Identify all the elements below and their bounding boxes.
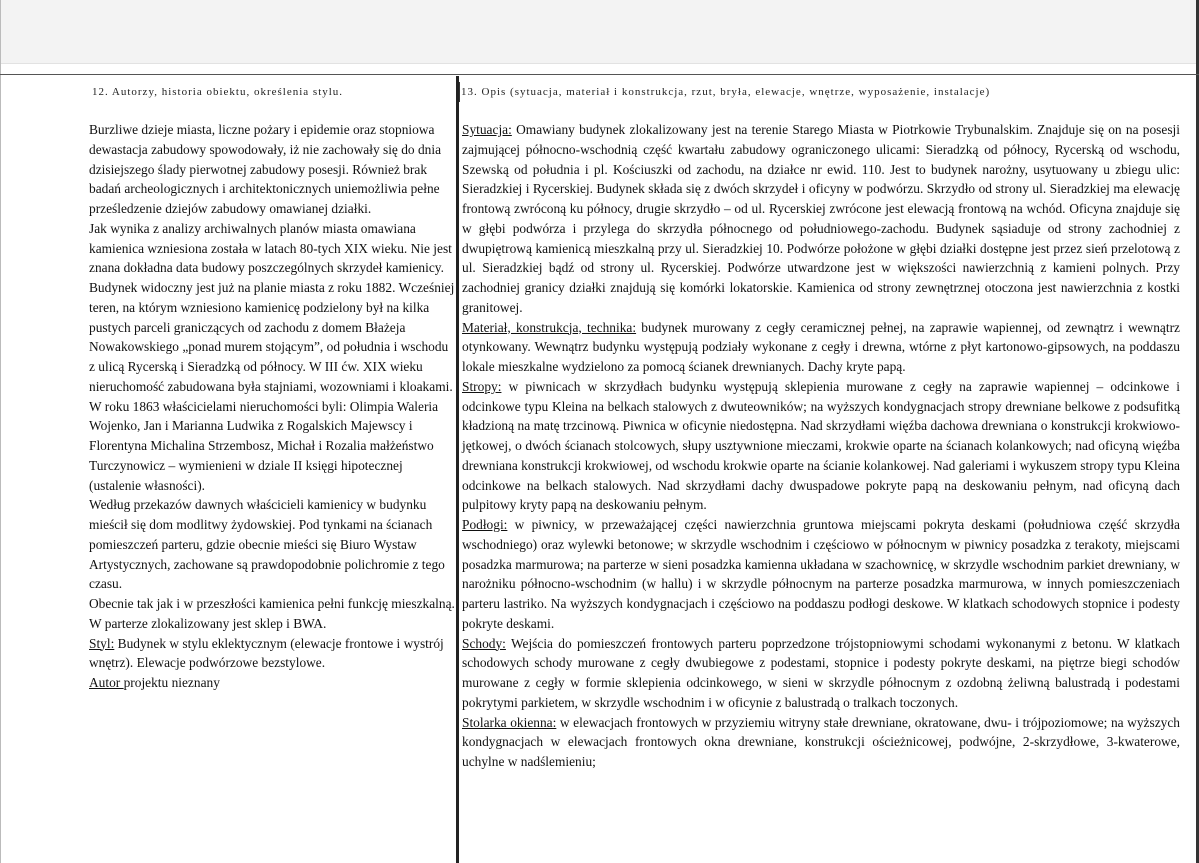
column-divider (456, 76, 459, 863)
podlogi-paragraph (462, 515, 1180, 634)
history-column (89, 120, 455, 693)
history-paragraph-4: Obecnie tak jak i w przeszłości kamienica pełni funkcję mieszkalną. W parterze zlokalizowany jest sklep i BWA. (89, 596, 455, 631)
podlogi-label: Podłogi: (462, 517, 508, 532)
history-paragraph-3: Według przekazów dawnych właścicieli kamienicy w budynku mieścił się dom modlitwy żydowskiej. Pod tynkami na ścianach pomieszczeń parteru, gdzie obecnie mieści się Biuro Wystaw Artystycznych, zachowane są prawdopodobnie polichromie z tego czasu. (89, 497, 445, 592)
history-paragraph-2: Jak wynika z analizy archiwalnych planów miasta omawiana kamienica wzniesiona została w latach 80-tych XIX wieku. Nie jest znana dokładna data budowy poszczególnych skrzydeł kamienicy. Budynek widoczny jest już na planie miasta z roku 1882. Wcześniej teren, na którym wzniesiono kamienicę podzielony był na kilka pustych parceli graniczących od zachodu z domem Błażeja Nowakowskiego „ponad murem stojącym”, od południa i wschodu z ulicą Rycerską i Sieradzką od północy. W III ćw. XIX wieku nieruchomość zabudowana była stajniami, wozowniami i kloakami. W roku 1863 właścicielami nieruchomości byli: Olimpia Waleria Wojenko, Jan i Marianna Ludwika z Rogalskich Majewscy i Florentyna Michalina Strzembosz, Michał i Rozalia małżeństwo Turczynowicz – wymienieni w dziale II księgi hipotecznej (ustalenie własności). (89, 220, 455, 493)
style-label: Styl: (89, 635, 115, 651)
schody-label: Schody: (462, 635, 506, 651)
material-label: Materiał, konstrukcja, technika: (462, 319, 637, 335)
sytuacja-text: Omawiany budynek zlokalizowany jest na terenie Starego Miasta w Piotrkowie Trybunalskim. Znajduje się on na posesji zajmującej północno-wschodnią część kwartału zabudowy ograniczonego ulicami: Sieradzką od północy, Rycerską od wschodu, Szewską od południa i pl. Kościuszki od zachodu, na działce nr ewid. 110. Jest to budynek narożny, usytuowany u zbiegu ulic: Sieradzkiej i Rycerskiej. Budynek składa się z dwóch skrzydeł i oficyny w podwórzu. Skrzydło od strony ul. Sieradzkiej ma elewację frontową zwróconą ku północy, drugie skrzydło – od ul. Rycerskiej zwrócone jest elewacją frontową na wchód. Oficyna znajduje się w głębi podwórza i przylega do skrzydła północnego od południowego-zachodu. Budynek sąsiaduje od strony zachodniej z dwupiętrową kamienicą mieszkalną przy ul. Sieradzkiej 10. Podwórze położone w głębi działki dostępne jest przez sień przelotową z ul. Sieradzkiej bądź od strony ul. Rycerskiej. Podwórze utwardzone jest w większości nawierzchnią z kamieni polnych. Przy zachodniej granicy działki znajdują się komórki lokatorskie. Kamienica od strony zewnętrznej otoczona jest nawierzchnia z kostki granitowej. (462, 122, 1180, 315)
schody-text: Wejścia do pomieszczeń frontowych parteru poprzedzone trójstopniowymi schodami wykonanymi z betonu. W klatkach schodowych schody murowane z cegły dwubiegowe z podestami, stopnice i podesty pokryte deskami, na piętrze biegi schodów murowane z cegły w formie sklepienia odcinkowego, w sieni w skrzydle północnym z ozdobną żeliwną balustradą i podestami pokrytymi parkietem, w skrzydle wschodnim i w oficynie z balustradą o tralkach toczonych. (462, 635, 1180, 710)
author-text: projektu nieznany (123, 675, 220, 690)
header-rule (0, 74, 1199, 75)
podlogi-text: w piwnicy, w przeważającej części nawierzchnia gruntowa miejscami pokryta deskami (południowa część skrzydła wschodniego) oraz wylewki betonowe; w skrzydle wschodnim i częściowo w północnym w piwnicy posadzka z terakoty, miejscami posadzka marmurowa; na parterze w sieni posadzka kamienna układana w szachownicę, w skrzydle wschodnim parkiet drewniany, w narożniku północno-wschodnim (w hallu) i w skrzydle północnym na parterze posadzka marmurowa, w innych pomieszczeniach parteru lastriko. Na wyższych kondygnacjach i częściowo na poddaszu podłogi deskowe. W klatkach schodowych stopnice i podesty pokryte deskami. (462, 517, 1180, 631)
sytuacja-paragraph (462, 120, 1180, 318)
section-12-heading: 12. Autorzy, historia obiektu, określenia stylu. (92, 86, 344, 98)
author-paragraph (89, 673, 455, 693)
history-paragraph-1: Burzliwe dzieje miasta, liczne pożary i epidemie oraz stopniowa dewastacja zabudowy spowodowały, iż nie zachowały się do dnia dzisiejszego ślady pierwotnej zabudowy posesji. Również brak badań archeologicznych i architektonicznych uniemożliwia pełne prześledzenie dziejów zabudowy omawianej działki. (89, 122, 442, 216)
section-13-heading: 13. Opis (sytuacja, materiał i konstrukcja, rzut, bryła, elewacje, wnętrze, wyposażenie, instalacje) (461, 86, 991, 98)
page-edge-left (0, 0, 1, 863)
schody-paragraph (462, 634, 1180, 713)
stolarka-label: Stolarka okienna: (462, 714, 557, 730)
stropy-paragraph (462, 377, 1180, 515)
stropy-text: w piwnicach w skrzydłach budynku występują sklepienia murowane z cegły na zaprawie wapiennej – odcinkowe i odcinkowe typu Kleina na belkach stalowych z dwuteowników; na wyższych kondygnacjach stropy drewniane belkowe z podsufitką kładzioną na matę trzcinową. Piwnica w oficynie niedostępna. Nad skrzydłami więźba dachowa drewniana o konstrukcji krokwiowo-jętkowej, o dwóch ścianach stolcowych, słupy usztywnione mieczami, krokwie oparte na ścianach kolankowych; nad oficyną więźba drewniana konstrukcji krokwiowej, od wschodu krokwie oparte na ścianie kolankowej. Nad galeriami i wykuszem stropy typu Kleina odcinkowe na belkach stalowych. Nad skrzydłami dachy dwuspadowe pokryte papą na deskowaniu pełnym, nad oficyną dach pulpitowy kryty papą na deskowaniu pełnym. (462, 378, 1180, 513)
sytuacja-label: Sytuacja: (462, 122, 512, 137)
style-paragraph (89, 634, 455, 674)
stolarka-paragraph (462, 713, 1180, 772)
scanner-margin (0, 0, 1199, 64)
author-label: Autor (89, 675, 124, 690)
stolarka-text: w elewacjach frontowych w przyziemiu witryny stałe drewniane, okratowane, dwu- i trójpoziomowe; na wyższych kondygnacjach w elewacjach frontowych okna drewniane, konstrukcji ościeżnicowej, podwójne, 2-skrzydłowe, 3-kwaterowe, uchylne w nadślemieniu; (462, 714, 1180, 769)
style-text: Budynek w stylu eklektycznym (elewacje frontowe i wystrój wnętrz). Elewacje podwórzowe bezstylowe. (89, 635, 444, 671)
material-paragraph (462, 318, 1180, 377)
material-text: budynek murowany z cegły ceramicznej pełnej, na zaprawie wapiennej, od zewnątrz i wewnątrz otynkowany. Wewnątrz budynku występują podziały wykonane z cegły i drewna, wtórne z płyt kartonowo-gipsowych, na poddaszu lokale mieszkalne wydzielono za pomocą ścianek drewnianych. Dachy kryte papą. (462, 319, 1180, 374)
description-column (462, 120, 1180, 772)
stropy-label: Stropy: (462, 378, 502, 394)
